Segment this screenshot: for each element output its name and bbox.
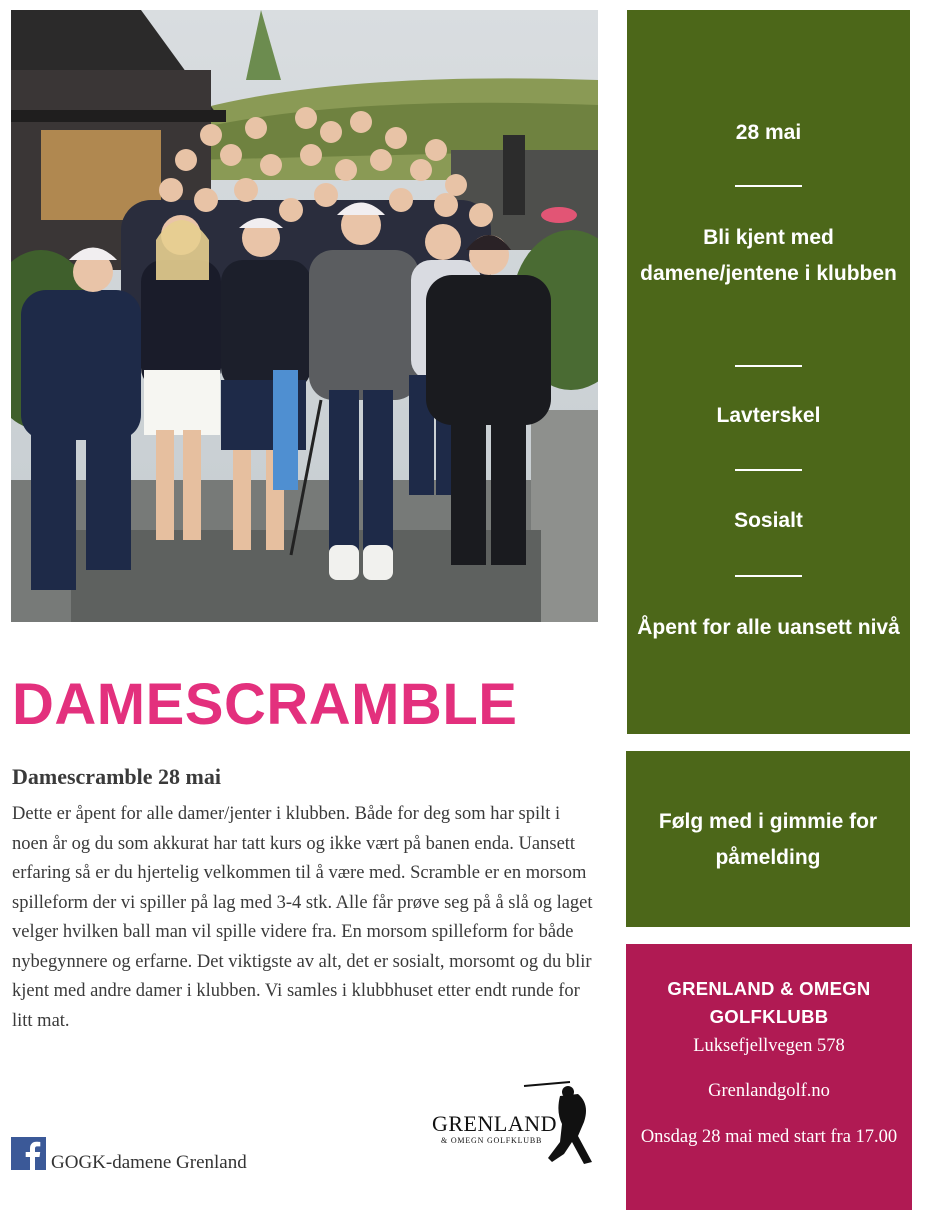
- info-social: Sosialt: [734, 509, 803, 532]
- info-low-threshold: Lavterskel: [716, 404, 821, 427]
- facebook-group-link[interactable]: [11, 1132, 247, 1174]
- club-address: Luksefjellvegen 578: [693, 1036, 845, 1056]
- signup-text: Følg med i gimmie for påmelding: [658, 810, 878, 869]
- club-logo: [430, 1078, 605, 1170]
- info-date: 28 mai: [735, 121, 802, 144]
- contact-panel: [626, 944, 912, 1210]
- facebook-group-label: GOGK-damene Grenland: [51, 1152, 247, 1173]
- info-panel: [627, 10, 910, 734]
- info-open-for-all: Åpent for alle uansett nivå: [637, 616, 900, 639]
- info-divider: [735, 185, 802, 187]
- page-title: DAMESCRAMBLE: [12, 672, 518, 737]
- club-logo-name: GRENLAND: [432, 1111, 557, 1136]
- club-name: GRENLAND & OMEGN GOLFKLUBB: [667, 978, 871, 1027]
- event-schedule: Onsdag 28 mai med start fra 17.00: [640, 1127, 898, 1147]
- club-website-link[interactable]: Grenlandgolf.no: [708, 1081, 830, 1101]
- info-divider: [735, 365, 802, 367]
- facebook-icon: [11, 1137, 46, 1170]
- info-divider: [735, 469, 802, 471]
- info-meet: Bli kjent med damene/jentene i klubben: [640, 226, 897, 285]
- signup-panel: [626, 751, 910, 927]
- club-logo-subtitle: & OMEGN GOLFKLUBB: [441, 1136, 543, 1145]
- group-photo: [11, 10, 598, 622]
- event-description: Dette er åpent for alle damer/jenter i klubben. Både for deg som har spilt i noen år og du som akkurat har tatt kurs og ikke vært på banen enda. Uansett erfaring så er du hjertelig velkommen til å være med. Scramble er en morsom spilleform der vi spiller på lag med 3-4 stk. Alle får prøve seg på å slå og laget velger hvilken ball man vil spille videre fra. En morsom spilleform for både nybegynnere og erfarne. Det viktigste av alt, det er sosialt, morsomt og du blir kjent med andre damer i klubben. Vi samles i klubbhuset etter endt runde for litt mat.: [12, 804, 593, 1031]
- event-subtitle: Damescramble 28 mai: [12, 764, 221, 789]
- info-divider: [735, 575, 802, 577]
